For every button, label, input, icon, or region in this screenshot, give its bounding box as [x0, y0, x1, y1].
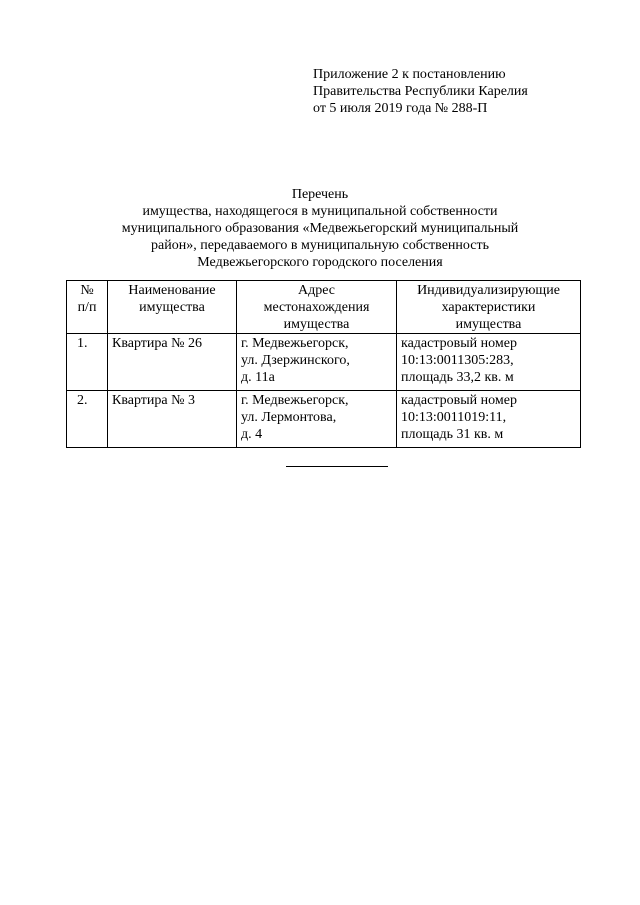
column-header-characteristics: Индивидуализирующие характеристики имущества — [397, 281, 581, 334]
row-number: 2. — [67, 391, 108, 448]
property-name: Квартира № 26 — [108, 334, 237, 391]
title-line: муниципального образования «Медвежьегорский муниципальный — [121, 221, 519, 236]
property-characteristics: кадастровый номер 10:13:0011305:283, площадь 33,2 кв. м — [397, 334, 581, 391]
property-address: г. Медвежьегорск, ул. Лермонтова, д. 4 — [237, 391, 397, 448]
property-address: г. Медвежьегорск, ул. Дзержинского, д. 11а — [237, 334, 397, 391]
column-header-name: Наименование имущества — [108, 281, 237, 334]
property-name: Квартира № 3 — [108, 391, 237, 448]
property-table — [66, 280, 581, 448]
decree-date-line: от 5 июля 2019 года № 288-П — [313, 101, 488, 116]
column-header-address: Адрес местонахождения имущества — [237, 281, 397, 334]
government-line: Правительства Республики Карелия — [313, 84, 528, 99]
table-header-row — [67, 281, 581, 334]
title-line: имущества, находящегося в муниципальной собственности — [142, 204, 498, 219]
table-row — [67, 391, 581, 448]
title-line: район», передаваемого в муниципальную собственность — [151, 238, 489, 253]
property-characteristics: кадастровый номер 10:13:0011019:11, площадь 31 кв. м — [397, 391, 581, 448]
document-title — [60, 186, 580, 271]
appendix-line: Приложение 2 к постановлению — [313, 67, 506, 82]
end-divider — [286, 466, 388, 467]
table-row — [67, 334, 581, 391]
row-number: 1. — [67, 334, 108, 391]
appendix-header — [313, 66, 613, 117]
column-header-number: № п/п — [67, 281, 108, 334]
title-heading: Перечень — [291, 187, 349, 202]
title-line: Медвежьегорского городского поселения — [197, 255, 443, 270]
